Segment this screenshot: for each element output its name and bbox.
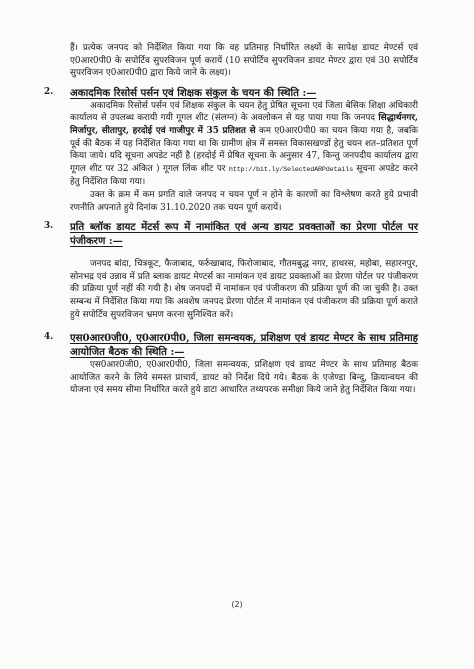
section-3-number: 3. bbox=[44, 221, 54, 232]
section-3-paragraph-1: जनपद बांदा, चित्रकूट, फैजाबाद, फर्रुखाबाद, फिरोजाबाद, गौतमबुद्ध नगर, हाथरस, महोबा, सहारनपुर, सोनभद्र एवं उन्नाव में प्रति ब्लाक डायट मेण्टर्स का नामांकन एवं डायट प्रवक्ताओं का प्रेरणा पोर्टल पर पंजीकरण की प्रक्रिया पूर्ण नहीं की गयी है। शेष जनपदों में नामांकन एवं पंजीकरण की प्रक्रिया पूर्ण की जा चुकी है। उक्त सम्बन्ध में निर्देशित किया गया कि अवशेष जनपद प्रेरणा पोर्टल में नामांकन एवं पंजीकरण की प्रक्रिया पूर्ण कराते हुये सपोर्टिव सुपरविजन भ्रमण करना सुनिश्चित करें। bbox=[70, 259, 418, 320]
section-4-heading: एस0आर0जी0, ए0आर0पी0, जिला समन्वयक, प्रशिक्षण एवं डायट मेण्टर के साथ प्रतिमाह आयोजित बैठक की स्थिति :— bbox=[70, 332, 418, 359]
section-2-paragraph-1 bbox=[70, 100, 418, 189]
section-2-districts: सिद्धार्थनगर, मिर्जापुर, सीतापुर, हरदोई एवं गाजीपुर में 35 प्रतिशत से bbox=[70, 113, 418, 136]
section-2-text-d: सूचना अपडेट करने हेतु निर्देशित किया गया। bbox=[70, 163, 418, 188]
section-3 bbox=[44, 220, 418, 321]
section-4-number: 4. bbox=[44, 332, 54, 343]
section-2-heading: अकादमिक रिसोर्स पर्सन एवं शिक्षक संकुल के चयन की स्थिति :— bbox=[70, 86, 317, 99]
page-number: (2) bbox=[231, 600, 243, 609]
google-sheet-link[interactable]: http://bit.ly/SelectedARPdetails bbox=[228, 165, 353, 174]
document-body bbox=[44, 42, 418, 397]
section-2 bbox=[44, 86, 418, 214]
section-2-text-c: कम ए0आर0पी0 का चयन किया गया है, जबकि पूर्व की बैठक में यह निर्देशित किया गया था कि ग्रामीण क्षेत्र में समस्त विकासखण्डों हेतु चयन शत–प्रतिशत पूर्ण किया जाये। यदि सूचना अपडेट नहीं है (हरदोई में प्रेषित सूचना के अनुसार 47, किन्तु जनपदीय कार्यालय द्वारा गूगल शीट पर 32 अंकित ) गूगल लिंक शीट पर bbox=[70, 125, 418, 174]
section-4 bbox=[44, 331, 418, 397]
intro-paragraph: हैं। प्रत्येक जनपद को निर्देशित किया गया कि वह प्रतिमाह निर्धारित लक्ष्यों के सापेक्ष डायट मेण्टर्स एवं ए0आर0पी0 के सपोर्टिव सुपरविजन पूर्ण करायें (10 सपोर्टिव सुपरविजन डायट मेण्टर द्वारा एवं 30 सपोर्टिव सुपरविजन ए0आर0पी0 द्वारा किये जाने के लक्ष्य)। bbox=[70, 43, 418, 79]
section-4-paragraph-1: एस0आर0जी0, ए0आर0पी0, जिला समन्वयक, प्रशिक्षण एवं डायट मेण्टर के साथ प्रतिमाह बैठक आयोजित करने के लिये समस्त प्राचार्य, डायट को निर्देश दिये गये। बैठक के एजेण्डा बिन्दु, क्रियान्वयन की योजना एवं समय सीमा निर्धारित करते हुये डाटा आधारित तथ्यपरक समीक्षा किये जाने हेतु निर्देशित किया गया। bbox=[70, 360, 418, 396]
section-2-text-a: अकादमिक रिसोर्स पर्सन एवं शिक्षक संकुल के चयन हेतु प्रेषित सूचना एवं जिला बेसिक शिक्षा अधिकारी कार्यालय से उपलब्ध करायी गयी गूगल शीट (संलग्न) के अवलोकन से यह पाया गया कि जनपद bbox=[70, 100, 418, 124]
section-3-heading: प्रति ब्लॉक डायट मेंटर्स रूप में नामांकित एवं अन्य डायट प्रवक्ताओं का प्रेरणा पोर्टल पर पंजीकरण :— bbox=[70, 221, 418, 248]
section-2-paragraph-2: उक्त के क्रम में कम प्रगति वाले जनपद न चयन पूर्ण न होने के कारणों का विश्लेषण करते हुये प्रभावी रणनीति अपनाते हुये दिनांक 31.10.2020 तक चयन पूर्ण करायें। bbox=[70, 189, 418, 213]
section-2-number: 2. bbox=[44, 86, 54, 97]
